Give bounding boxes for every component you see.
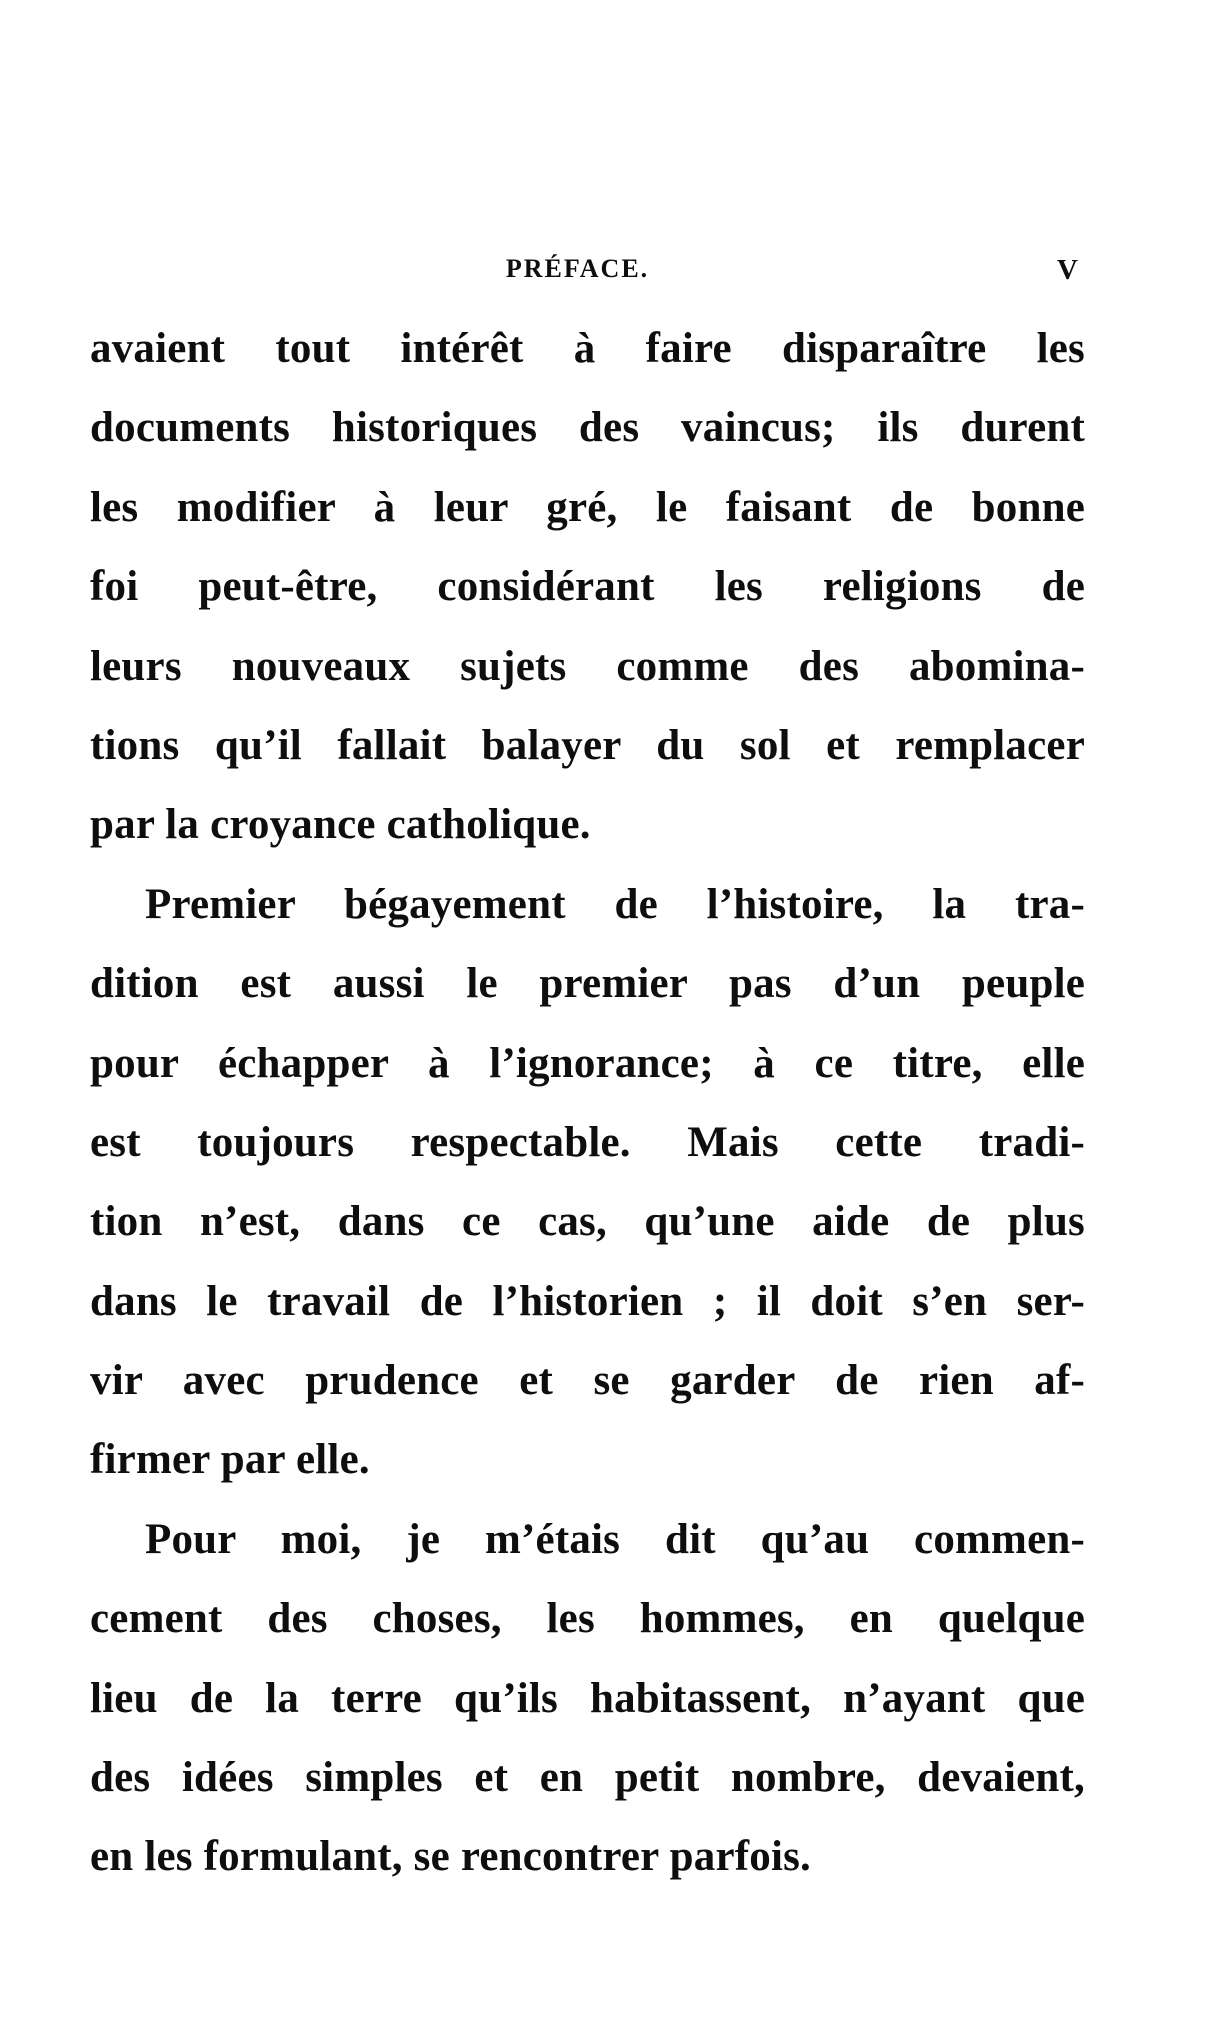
text-line: documents historiques des vaincus; ils durent xyxy=(90,404,1085,452)
text-line: lieu de la terre qu’ils habitassent, n’ayant que xyxy=(90,1674,1085,1722)
text-line: leurs nouveaux sujets comme des abomina- xyxy=(90,642,1085,690)
text-line: tion n’est, dans ce cas, qu’une aide de plus xyxy=(90,1198,1085,1246)
page-header xyxy=(92,252,1085,292)
text-line: Premier bégayement de l’histoire, la tra- xyxy=(145,880,1085,928)
text-line: dans le travail de l’historien ; il doit s’en ser- xyxy=(90,1277,1085,1325)
text-line: des idées simples et en petit nombre, devaient, xyxy=(90,1754,1085,1802)
page-number: V xyxy=(1057,254,1078,286)
text-line: tions qu’il fallait balayer du sol et remplacer xyxy=(90,721,1085,769)
text-line: vir avec prudence et se garder de rien af- xyxy=(90,1357,1085,1405)
text-line: firmer par elle. xyxy=(90,1436,370,1484)
text-line: foi peut-être, considérant les religions de xyxy=(90,563,1085,611)
running-title: PRÉFACE. xyxy=(505,254,650,283)
text-line: pour échapper à l’ignorance; à ce titre, elle xyxy=(90,1039,1085,1087)
text-line: les modifier à leur gré, le faisant de bonne xyxy=(90,483,1085,531)
text-line: cement des choses, les hommes, en quelque xyxy=(90,1595,1085,1643)
text-line: est toujours respectable. Mais cette tradi- xyxy=(90,1118,1085,1166)
body-text xyxy=(90,309,1085,1897)
text-line: avaient tout intérêt à faire disparaître les xyxy=(90,325,1085,372)
text-line: par la croyance catholique. xyxy=(90,801,591,849)
text-line: dition est aussi le premier pas d’un peuple xyxy=(90,960,1085,1008)
text-line: en les formulant, se rencontrer parfois. xyxy=(90,1833,811,1881)
text-line: Pour moi, je m’étais dit qu’au commen- xyxy=(145,1515,1085,1563)
